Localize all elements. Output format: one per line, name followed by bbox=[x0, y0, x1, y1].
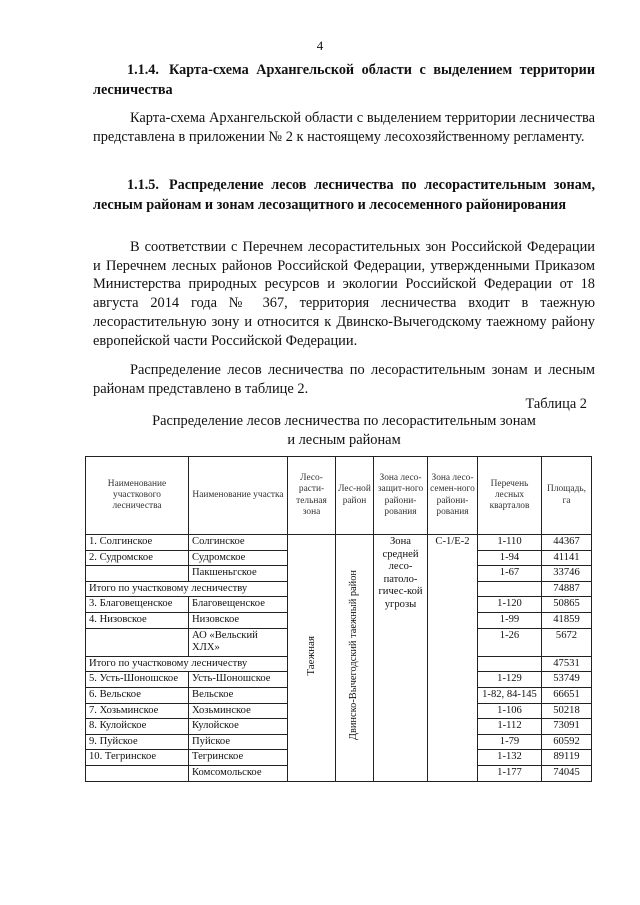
area-cell: 74887 bbox=[542, 581, 592, 597]
area-cell: 66651 bbox=[542, 687, 592, 703]
site-cell: Комсомольское bbox=[189, 765, 288, 781]
area-cell: 44367 bbox=[542, 535, 592, 551]
table-header-row bbox=[86, 457, 592, 535]
quarters-cell: 1-132 bbox=[478, 750, 542, 766]
seed-zone-cell: С-1/Е-2 bbox=[428, 535, 478, 782]
header-quarters: Перечень лесных кварталов bbox=[478, 457, 542, 535]
forestry-cell: 6. Вельское bbox=[86, 687, 189, 703]
table-row bbox=[86, 535, 592, 551]
header-protection-zone: Зона лесо-защит-ного райони-рования bbox=[374, 457, 428, 535]
zone-cell bbox=[288, 535, 336, 782]
quarters-cell: 1-94 bbox=[478, 550, 542, 566]
forestry-cell: 4. Низовское bbox=[86, 612, 189, 628]
quarters-cell bbox=[478, 581, 542, 597]
site-cell: Судромское bbox=[189, 550, 288, 566]
quarters-cell: 1-177 bbox=[478, 765, 542, 781]
header-area: Площадь, га bbox=[542, 457, 592, 535]
area-cell: 50218 bbox=[542, 703, 592, 719]
header-forestry: Наименование участкового лесничества bbox=[86, 457, 189, 535]
quarters-cell: 1-106 bbox=[478, 703, 542, 719]
total-label-cell: Итого по участковому лесничеству bbox=[86, 656, 288, 672]
district-cell bbox=[336, 535, 374, 782]
section-1-1-4-paragraph: Карта-схема Архангельской области с выделением территории лесничества представлена в приложении № 2 к настоящему лесохозяйственному регламенту. bbox=[93, 110, 595, 145]
section-title: Карта-схема Архангельской области с выделением территории лесничества bbox=[93, 62, 595, 98]
forestry-cell bbox=[86, 765, 189, 781]
quarters-cell: 1-67 bbox=[478, 566, 542, 582]
quarters-cell: 1-99 bbox=[478, 612, 542, 628]
forestry-cell: 1. Солгинское bbox=[86, 535, 189, 551]
page-number: 4 bbox=[316, 38, 324, 53]
area-cell: 47531 bbox=[542, 656, 592, 672]
forestry-cell: 9. Пуйское bbox=[86, 734, 189, 750]
section-1-1-5-paragraph-1: В соответствии с Перечнем лесорастительных зон Российской Федерации и Перечнем лесных районов Российской Федерации, утвержденными Приказом Министерства природных ресурсов и экологии Российской Федерации от 18 августа 2014 года № 367, территория лесничества входит в таежную лесорастительную зону и относится к Двинско-Вычегодскому таежному району европейской части Российской Федерации. bbox=[93, 239, 595, 349]
site-cell: Пакшеньгское bbox=[189, 566, 288, 582]
site-cell: Тегринское bbox=[189, 750, 288, 766]
area-cell: 50865 bbox=[542, 597, 592, 613]
area-cell: 5672 bbox=[542, 628, 592, 656]
table-caption-line-2: и лесным районам bbox=[287, 431, 401, 448]
site-cell: Хозьминское bbox=[189, 703, 288, 719]
quarters-cell bbox=[478, 656, 542, 672]
protection-zone-cell: Зона средней лесо-патоло-гичес-кой угрозы bbox=[374, 535, 428, 782]
forestry-cell: 8. Кулойское bbox=[86, 719, 189, 735]
forestry-cell bbox=[86, 628, 189, 656]
section-number: 1.1.4. bbox=[127, 62, 159, 78]
header-zone: Лесо-расти-тельная зона bbox=[288, 457, 336, 535]
site-cell: Пуйское bbox=[189, 734, 288, 750]
site-cell: Благовещенское bbox=[189, 597, 288, 613]
forestry-cell: 7. Хозьминское bbox=[86, 703, 189, 719]
forestry-cell: 10. Тегринское bbox=[86, 750, 189, 766]
forestry-cell: 2. Судромское bbox=[86, 550, 189, 566]
header-site: Наименование участка bbox=[189, 457, 288, 535]
area-cell: 41141 bbox=[542, 550, 592, 566]
forestry-cell: 3. Благовещенское bbox=[86, 597, 189, 613]
quarters-cell: 1-26 bbox=[478, 628, 542, 656]
table-caption-line-1: Распределение лесов лесничества по лесорастительным зонам bbox=[152, 413, 536, 429]
forestry-cell: 5. Усть-Шоношское bbox=[86, 672, 189, 688]
quarters-cell: 1-110 bbox=[478, 535, 542, 551]
forest-distribution-table bbox=[85, 456, 592, 782]
area-cell: 73091 bbox=[542, 719, 592, 735]
site-cell: Низовское bbox=[189, 612, 288, 628]
area-cell: 60592 bbox=[542, 734, 592, 750]
area-cell: 74045 bbox=[542, 765, 592, 781]
site-cell: Вельское bbox=[189, 687, 288, 703]
table-caption bbox=[93, 412, 595, 449]
total-label-cell: Итого по участковому лесничеству bbox=[86, 581, 288, 597]
quarters-cell: 1-120 bbox=[478, 597, 542, 613]
area-cell: 33746 bbox=[542, 566, 592, 582]
site-cell: АО «Вельский ХЛХ» bbox=[189, 628, 288, 656]
table-label: Таблица 2 bbox=[525, 396, 587, 412]
quarters-cell: 1-112 bbox=[478, 719, 542, 735]
area-cell: 53749 bbox=[542, 672, 592, 688]
forestry-cell bbox=[86, 566, 189, 582]
section-title: Распределение лесов лесничества по лесорастительным зонам, лесным районам и зонам лесозащитного и лесосеменного районирования bbox=[93, 177, 595, 213]
quarters-cell: 1-129 bbox=[478, 672, 542, 688]
zone-text: Таежная bbox=[305, 635, 318, 676]
area-cell: 41859 bbox=[542, 612, 592, 628]
header-seed-zone: Зона лесо-семен-ного райони-рования bbox=[428, 457, 478, 535]
section-1-1-5-heading bbox=[93, 175, 595, 215]
section-1-1-5-paragraph-2: Распределение лесов лесничества по лесорастительным зонам и лесным районам представлено в таблице 2. bbox=[93, 362, 595, 397]
site-cell: Солгинское bbox=[189, 535, 288, 551]
header-district: Лес-ной район bbox=[336, 457, 374, 535]
section-1-1-4-heading bbox=[93, 60, 595, 100]
site-cell: Кулойское bbox=[189, 719, 288, 735]
quarters-cell: 1-79 bbox=[478, 734, 542, 750]
site-cell: Усть-Шоношское bbox=[189, 672, 288, 688]
section-number: 1.1.5. bbox=[127, 177, 159, 193]
district-text: Двинско-Вычегодский таежный район bbox=[348, 570, 360, 741]
area-cell: 89119 bbox=[542, 750, 592, 766]
quarters-cell: 1-82, 84-145 bbox=[478, 687, 542, 703]
